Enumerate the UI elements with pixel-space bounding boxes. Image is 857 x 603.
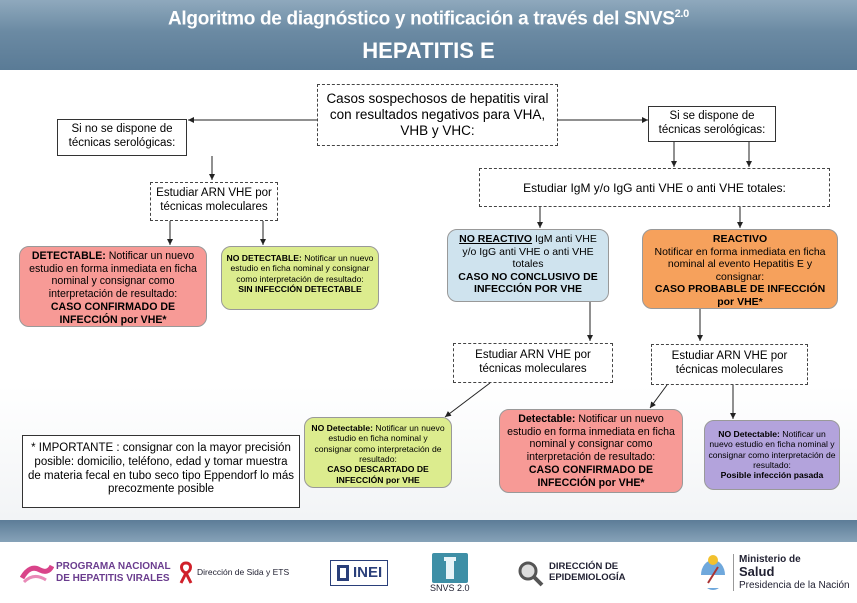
no-reactivo-head: NO REACTIVO — [459, 233, 533, 245]
sida-text: Dirección de Sida y ETS — [197, 566, 290, 577]
detectable-mid-head: Detectable: — [518, 413, 576, 425]
node-no-detectable-left — [221, 246, 379, 310]
logo-inei — [330, 542, 388, 603]
node-yes-serology — [648, 106, 776, 142]
programa-line1: PROGRAMA NACIONAL — [56, 561, 171, 572]
no-detectable-left-result: SIN INFECCIÓN DETECTABLE — [238, 283, 362, 294]
node-no-detectable-mid — [304, 417, 452, 488]
node-arn-left-text: Estudiar ARN VHE por técnicas moleculares — [156, 187, 272, 213]
detectable-left-result: CASO CONFIRMADO DE INFECCIÓN por VHE* — [50, 300, 176, 326]
snvs-lighthouse-icon — [432, 553, 468, 583]
logo-snvs — [430, 542, 470, 603]
arrow-to-detectable-mid — [650, 385, 667, 408]
node-reactivo — [642, 229, 838, 309]
node-detectable-mid — [499, 409, 683, 493]
no-detectable-mid-result: CASO DESCARTADO DE INFECCIÓN por VHE — [327, 464, 429, 485]
node-start — [317, 84, 558, 146]
red-ribbon-icon — [178, 561, 194, 585]
logo-ministerio-salud — [698, 542, 850, 603]
inei-text: INEI — [353, 564, 383, 581]
hepatitis-ribbon-icon — [20, 560, 54, 586]
no-detectable-right-head: NO Detectable: — [718, 429, 780, 439]
ministerio-line3: Presidencia de la Nación — [739, 579, 850, 591]
ministerio-line2: Salud — [739, 564, 775, 580]
title-text: Algoritmo de diagnóstico y notificación a través del SNVS — [168, 8, 675, 30]
snvs-text: SNVS 2.0 — [430, 582, 470, 593]
no-reactivo-result: CASO NO CONCLUSIVO DE INFECCIÓN POR VHE — [458, 270, 598, 296]
logo-direccion-epidemiologia — [516, 542, 626, 603]
no-detectable-mid-head: NO Detectable: — [311, 423, 373, 433]
node-igm-igg — [479, 168, 830, 207]
node-start-text: Casos sospechosos de hepatitis viral con resultados negativos para VHA, VHB y VHC: — [326, 91, 549, 139]
footer-logos — [0, 542, 857, 603]
footer-band — [0, 520, 857, 542]
no-detectable-right-text: Notificar un nuevo estudio en ficha nominal y consignar como interpretación de resultado: — [708, 429, 836, 470]
detectable-mid-result: CASO CONFIRMADO DE INFECCIÓN por VHE* — [528, 463, 654, 489]
node-arn-mid-text: Estudiar ARN VHE por técnicas moleculares — [475, 349, 591, 375]
node-no-detectable-right — [704, 420, 840, 490]
node-arn-right — [651, 344, 808, 385]
node-arn-right-text: Estudiar ARN VHE por técnicas moleculares — [671, 350, 788, 376]
no-reactivo-text: IgM anti VHE y/o IgG anti VHE o anti VHE totales — [462, 233, 597, 271]
national-emblem-icon — [698, 553, 728, 593]
detectable-left-text: Notificar un nuevo estudio en forma inmediata en ficha nominal y consignar como interpretación de resultado: — [29, 250, 197, 301]
reactivo-text: Notificar en forma inmediata en ficha nominal al evento Hepatitis E y consignar: — [654, 245, 826, 283]
epi-line1: DIRECCIÓN DE — [549, 560, 619, 572]
reactivo-head: REACTIVO — [712, 233, 768, 245]
title-superscript: 2.0 — [674, 8, 689, 20]
node-arn-mid — [453, 343, 613, 383]
important-note-text: * IMPORTANTE : consignar con la mayor precisión posible: domicilio, teléfono, edad y tomar muestra de materia fecal en tubo seco tipo Eppendorf lo más precozmente posible — [28, 442, 294, 496]
no-detectable-left-text: Notificar un nuevo estudio en ficha nominal y consignar como interpretación de resultado: — [230, 253, 374, 284]
arrow-to-no-detectable-mid — [445, 383, 490, 417]
node-yes-serology-text: Si se dispone de técnicas serológicas: — [658, 110, 766, 136]
logo-programa-hepatitis — [20, 542, 171, 603]
programa-line2: DE HEPATITIS VIRALES — [56, 572, 170, 584]
node-no-serology-text: Si no se dispone de técnicas serológicas: — [68, 123, 176, 149]
node-igm-igg-text: Estudiar IgM y/o IgG anti VHE o anti VHE totales: — [523, 181, 786, 195]
detectable-left-head: DETECTABLE: — [31, 250, 106, 262]
page-subtitle: HEPATITIS E — [362, 38, 495, 63]
node-arn-left — [150, 182, 278, 221]
magnifier-icon — [516, 559, 544, 587]
no-detectable-right-result: Posible infección pasada — [720, 470, 824, 481]
reactivo-result: CASO PROBABLE DE INFECCIÓN por VHE* — [654, 283, 826, 308]
node-no-reactivo — [447, 229, 609, 302]
inei-emblem-icon — [336, 564, 350, 582]
node-no-serology — [57, 119, 187, 156]
node-detectable-left — [19, 246, 207, 327]
no-detectable-mid-text: Notificar un nuevo estudio en ficha nominal y consignar como interpretación de resultado: — [314, 423, 445, 464]
detectable-mid-text: Notificar un nuevo estudio en forma inmediata en ficha nominal y consignar como interpretación de resultado: — [507, 413, 675, 464]
ministerio-line1: Ministerio de — [739, 553, 801, 565]
epi-line2: EPIDEMIOLOGÍA — [549, 571, 626, 583]
no-detectable-left-head: NO DETECTABLE: — [226, 253, 302, 263]
important-note — [22, 435, 300, 508]
logo-direccion-sida — [178, 542, 289, 603]
